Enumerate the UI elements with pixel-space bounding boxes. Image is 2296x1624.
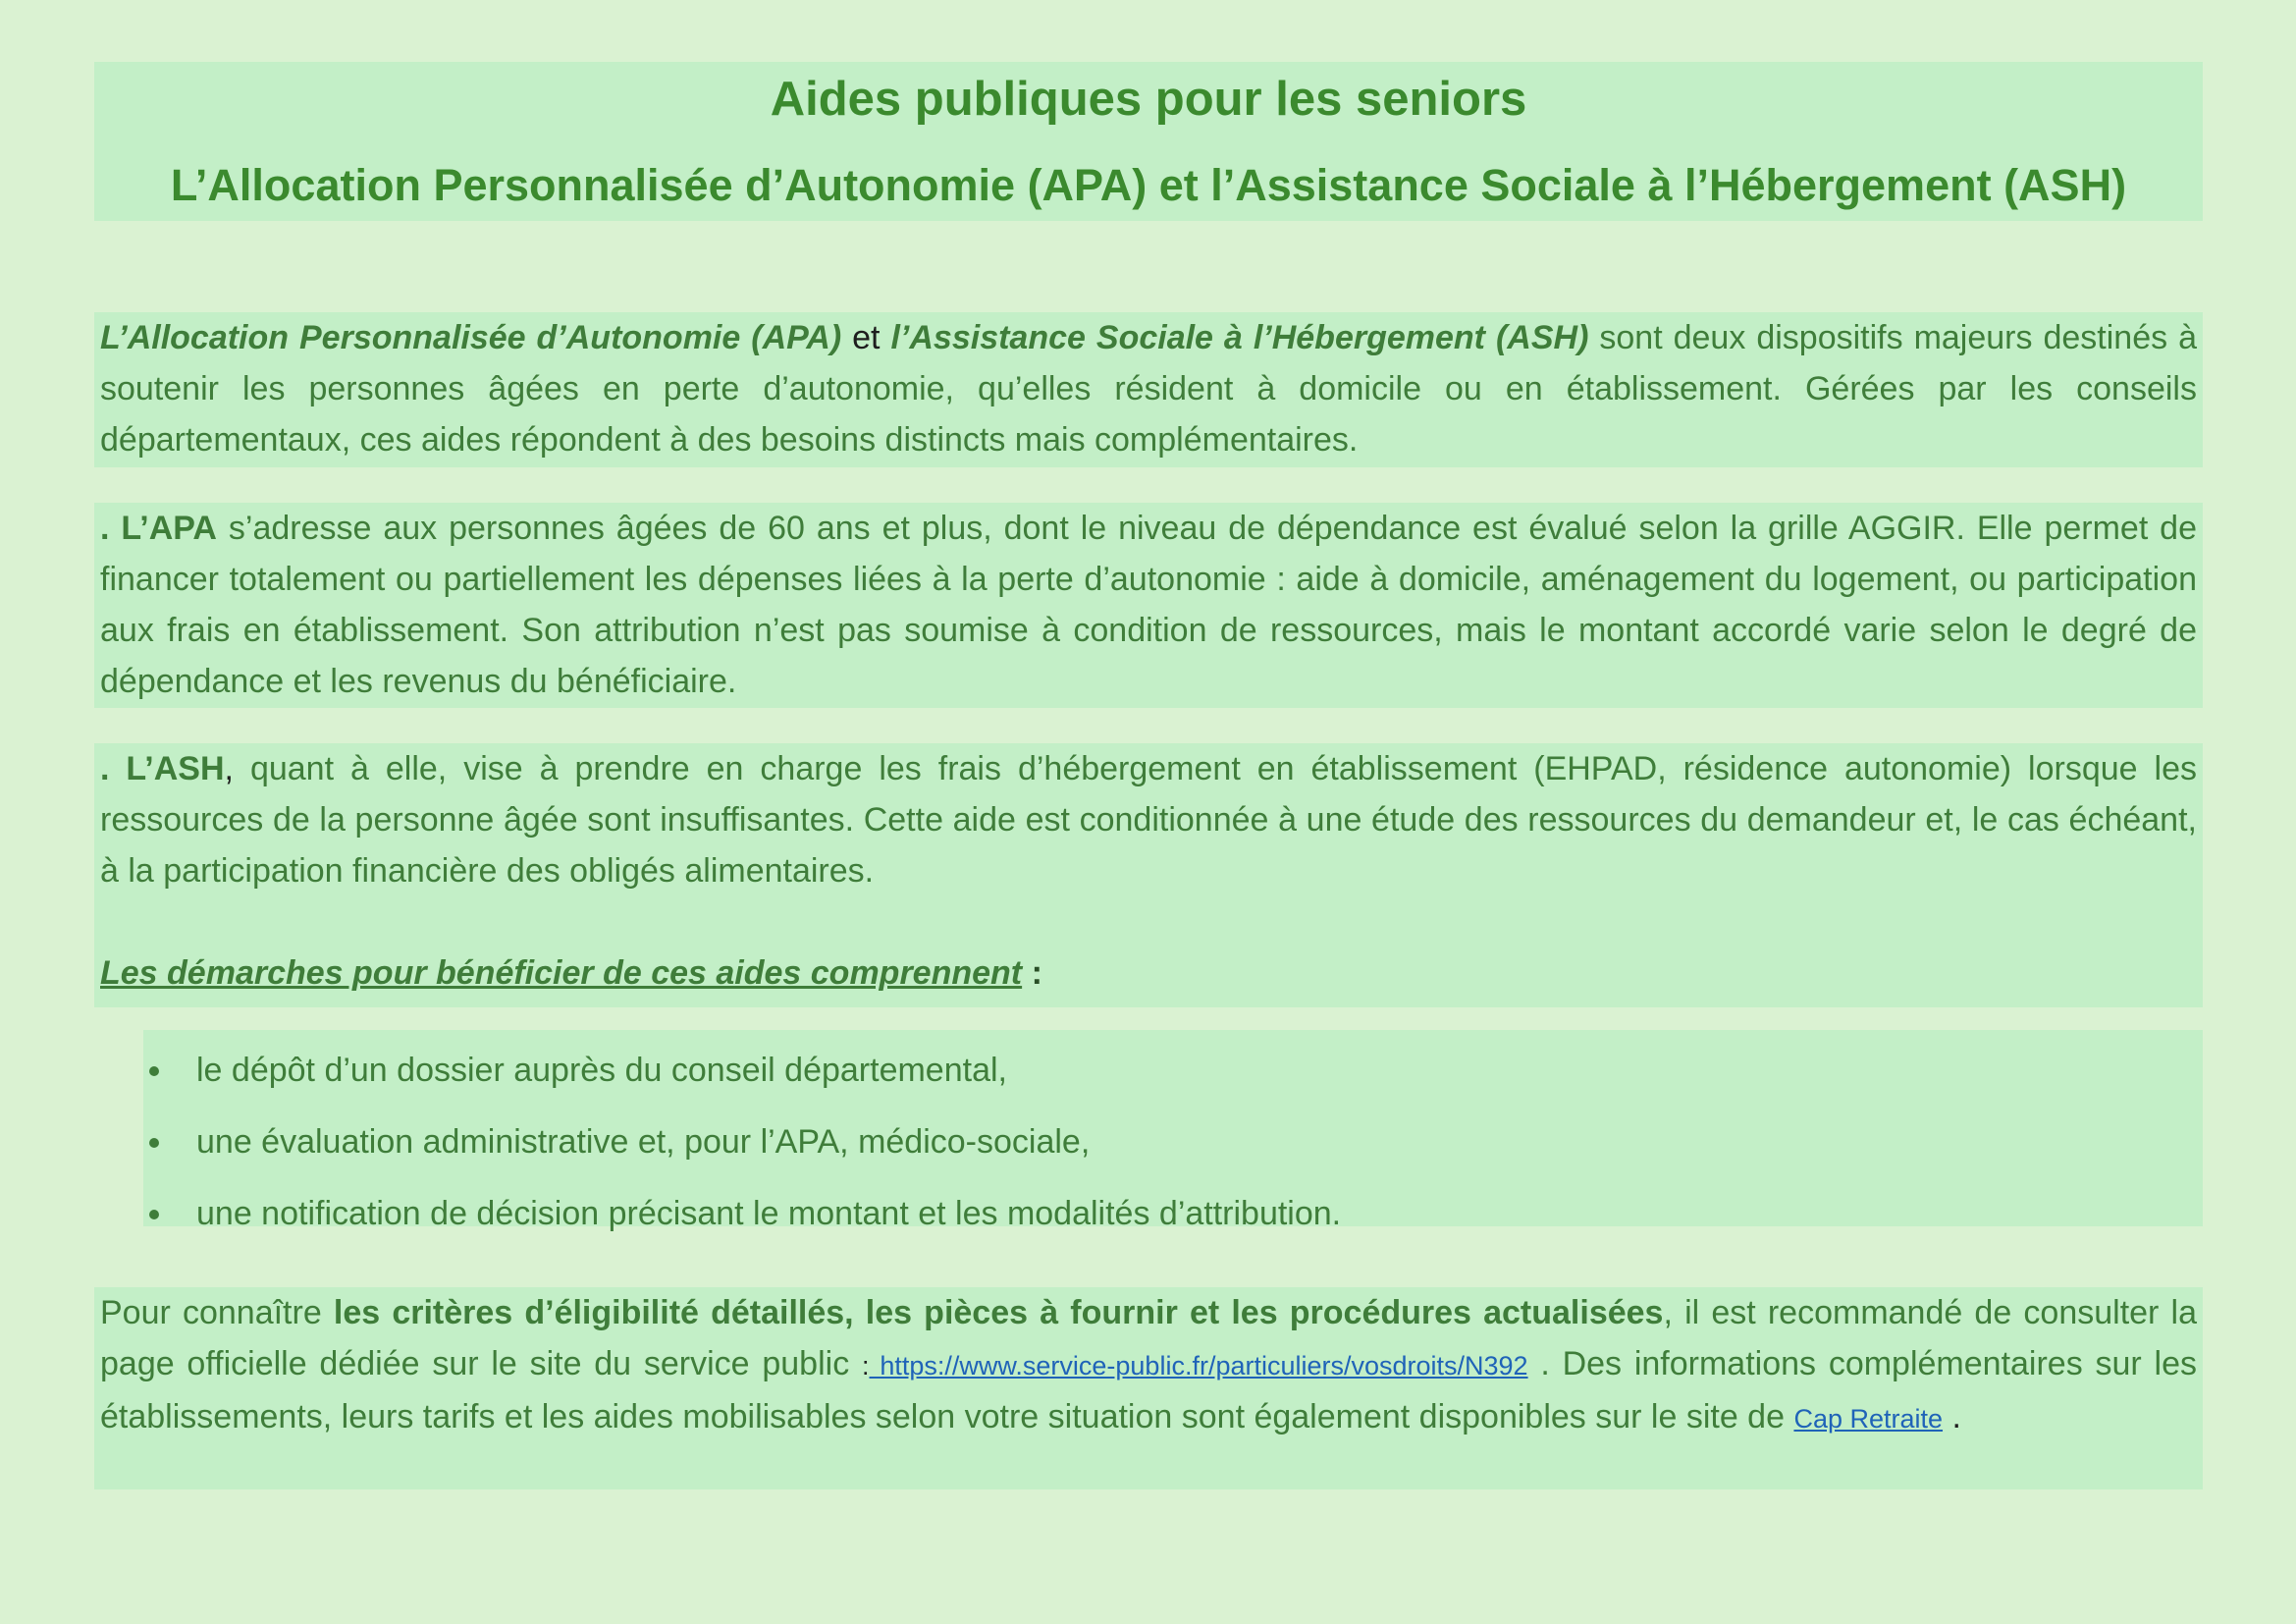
closing-text-2: , il est recommandé de consulter la page officielle dédiée sur le site du service public	[100, 1294, 2197, 1382]
list-item	[143, 1035, 2203, 1107]
steps-heading: Les démarches pour bénéficier de ces aides comprennent	[100, 954, 1023, 992]
closing-text-3: . Des informations complémentaires sur les établissements, leurs tarifs et les aides mobilisables selon votre situation sont également disponibles sur le site de	[100, 1345, 2197, 1435]
bullet-icon	[149, 1210, 159, 1219]
bullet-icon	[149, 1066, 159, 1076]
list-item-text: une notification de décision précisant le montant et les modalités d’attribution.	[196, 1195, 1342, 1232]
list-item-text: le dépôt d’un dossier auprès du conseil départemental,	[196, 1052, 1007, 1089]
page-title: Aides publiques pour les seniors	[770, 73, 1527, 126]
ash-name: l’Assistance Sociale à l’Hébergement (ASH)	[890, 319, 1589, 356]
ash-lead-comma: ,	[224, 750, 234, 787]
ash-text: quant à elle, vise à prendre en charge les frais d’hébergement en établissement (EHPAD, résidence autonomie) lorsque les ressources de la personne âgée sont insuffisantes. Cette aide est conditionnée à une étude des ressources du demandeur et, le cas échéant, à la participation financière des obligés alimentaires.	[100, 750, 2197, 890]
intro-conjunction: et	[841, 319, 891, 356]
cap-retraite-link[interactable]: Cap Retraite	[1793, 1404, 1944, 1434]
intro-text: sont deux dispositifs majeurs destinés à soutenir les personnes âgées en perte d’autonomie, qu’elles résident à domicile ou en établissement. Gérées par les conseils départementaux, ces aides répondent à des besoins distincts mais complémentaires.	[100, 319, 2197, 459]
page-subtitle: L’Allocation Personnalisée d’Autonomie (APA) et l’Assistance Sociale à l’Hébergement (ASH)	[170, 160, 2127, 210]
service-public-link[interactable]: https://www.service-public.fr/particuliers/vosdroits/N392	[869, 1351, 1528, 1380]
closing-bold: les critères d’éligibilité détaillés, les pièces à fournir et les procédures actualisées	[333, 1294, 1664, 1331]
apa-text: s’adresse aux personnes âgées de 60 ans et plus, dont le niveau de dépendance est évalué selon la grille AGGIR. Elle permet de financer totalement ou partiellement les dépenses liées à la perte d’autonomie : aide à domicile, aménagement du logement, ou participation aux frais en établissement. Son attribution n’est pas soumise à condition de ressources, mais le montant accordé varie selon le degré de dépendance et les revenus du bénéficiaire.	[100, 510, 2198, 700]
intro-paragraph	[94, 312, 2203, 467]
closing-colon: :	[861, 1351, 870, 1380]
list-item-text: une évaluation administrative et, pour l’APA, médico-sociale,	[196, 1123, 1091, 1161]
steps-heading-line	[100, 947, 2197, 999]
apa-name: L’Allocation Personnalisée d’Autonomie (APA)	[100, 319, 842, 356]
apa-lead: . L’APA	[100, 510, 217, 547]
title-banner	[94, 62, 2203, 221]
bullet-icon	[149, 1138, 159, 1148]
steps-heading-colon: :	[1022, 954, 1042, 992]
closing-paragraph	[94, 1287, 2203, 1489]
list-item	[143, 1107, 2203, 1178]
spacer	[100, 896, 2197, 947]
ash-paragraph	[94, 743, 2203, 1007]
steps-list	[143, 1030, 2203, 1232]
list-item	[143, 1178, 2203, 1250]
closing-text-1: Pour connaître	[100, 1294, 334, 1331]
apa-paragraph	[94, 503, 2203, 708]
ash-lead: . L’ASH	[100, 750, 225, 787]
closing-end: .	[1943, 1398, 1961, 1435]
